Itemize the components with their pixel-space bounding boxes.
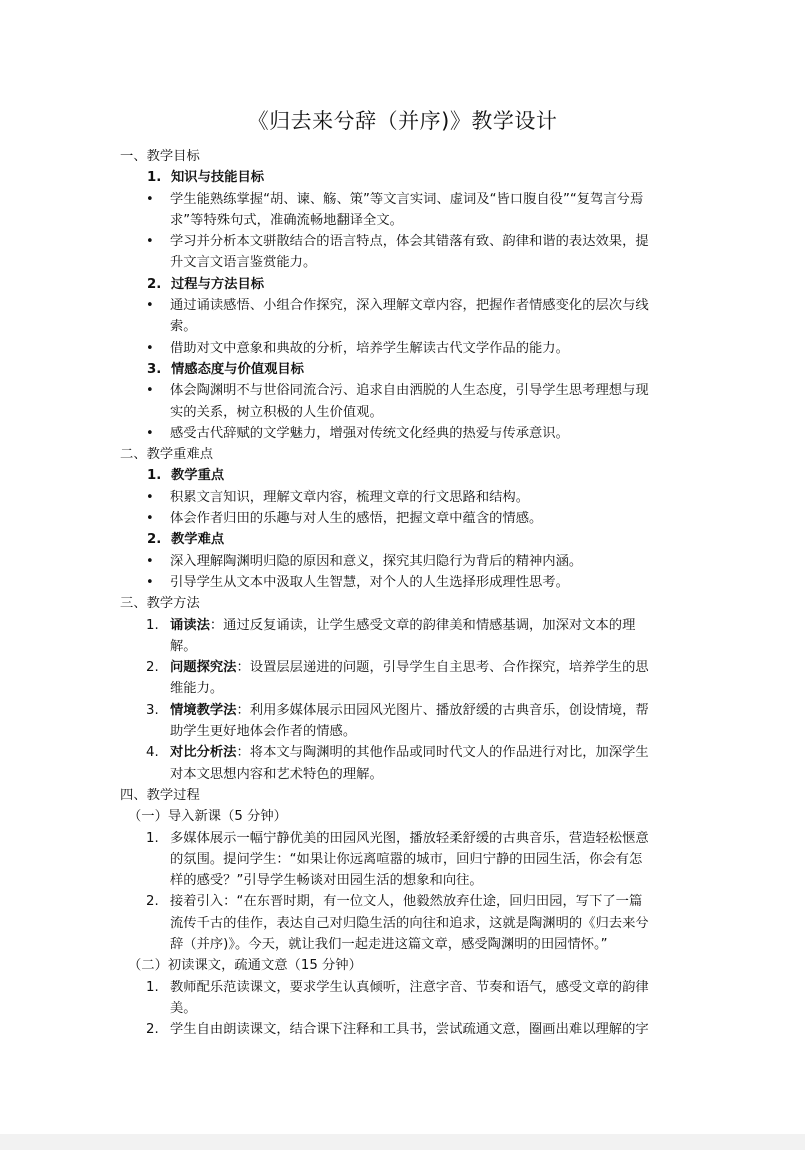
- list-number: 1.: [146, 830, 159, 846]
- bullet-icon: •: [146, 425, 154, 441]
- bullet-continuation: 求”等特殊句式，准确流畅地翻译全文。: [170, 212, 403, 228]
- method-label: 情境教学法: [170, 702, 237, 718]
- bullet-text: 体会作者归田的乐趣与对人生的感悟，把握文章中蕴含的情感。: [170, 511, 543, 527]
- bullet-text: 通过诵读感悟、小组合作探究，深入理解文章内容，把握作者情感变化的层次与线: [170, 298, 649, 314]
- list-number: 1.: [146, 979, 159, 995]
- method-text: ：利用多媒体展示田园风光图片、播放舒缓的古典音乐，创设情境，帮: [236, 702, 649, 718]
- list-number: 2.: [146, 660, 159, 676]
- process-continuation: 流传千古的佳作，表达自己对归隐生活的向往和追求，这就是陶渊明的《归去来兮: [170, 915, 649, 931]
- bullet-icon: •: [146, 511, 154, 527]
- method-item: [112, 615, 692, 636]
- process-continuation: 样的感受？”引导学生畅谈对田园生活的想象和向往。: [170, 873, 483, 889]
- method-continuation: 维能力。: [170, 681, 224, 697]
- bullet-icon: •: [146, 553, 154, 569]
- phase-heading-first-reading: （二）初读课文，疏通文意（15 分钟）: [128, 958, 362, 974]
- bullet-text: 积累文言知识，理解文章内容，梳理文章的行文思路和结构。: [170, 489, 530, 505]
- subheading-difficult: [112, 529, 692, 550]
- method-continuation: 助学生更好地体会作者的情感。: [170, 724, 357, 740]
- viewer-bottom-margin: [0, 1134, 805, 1150]
- bullet-icon: •: [146, 489, 154, 505]
- list-number: 2.: [147, 532, 162, 548]
- process-text: 学生自由朗读课文，结合课下注释和工具书，尝试疏通文意，圈画出难以理解的字: [170, 1022, 649, 1038]
- process-continuation: 的氛围。提问学生：“如果让你远离喧嚣的城市，回归宁静的田园生活，你会有怎: [170, 851, 643, 867]
- subheading-label: 教学难点: [171, 532, 225, 548]
- bullet-item: [112, 295, 692, 316]
- subheading-label: 情感态度与价值观目标: [171, 361, 304, 377]
- bullet-text: 引导学生从文本中汲取人生智慧，对个人的人生选择形成理性思考。: [170, 574, 569, 590]
- bullet-continuation: 索。: [170, 319, 197, 335]
- list-number: 1.: [147, 170, 162, 186]
- list-number: 1.: [146, 617, 159, 633]
- method-label: 问题探究法: [170, 660, 237, 676]
- list-number: 1.: [147, 468, 162, 484]
- bullet-text: 学习并分析本文骈散结合的语言特点，体会其错落有致、韵律和谐的表达效果，提: [170, 234, 649, 250]
- bullet-item: [112, 231, 692, 252]
- list-number: 3.: [146, 702, 159, 718]
- method-label: 诵读法: [170, 617, 210, 633]
- process-text: 教师配乐范读课文，要求学生认真倾听，注意字音、节奏和语气，感受文章的韵律: [170, 979, 649, 995]
- bullet-icon: •: [146, 191, 154, 207]
- section-heading-key-points: 二、教学重难点: [120, 447, 214, 463]
- page-title: 《归去来兮辞（并序)》教学设计: [247, 109, 558, 133]
- subheading-emotion-values: [112, 359, 692, 380]
- method-item: [112, 700, 692, 721]
- subheading-label: 教学重点: [171, 468, 225, 484]
- bullet-continuation: 升文言文语言鉴赏能力。: [170, 255, 317, 271]
- bullet-item: [112, 423, 692, 444]
- bullet-icon: •: [146, 340, 154, 356]
- bullet-text: 学生能熟练掌握“胡、谏、觞、策”等文言实词、虚词及“皆口腹自役”“复驾言兮焉: [170, 191, 644, 207]
- list-number: 3.: [147, 361, 162, 377]
- process-continuation: 美。: [170, 1000, 197, 1016]
- process-item: [112, 828, 692, 849]
- phase-heading-intro: （一）导入新课（5 分钟）: [128, 809, 287, 825]
- bullet-item: [112, 338, 692, 359]
- bullet-text: 深入理解陶渊明归隐的原因和意义，探究其归隐行为背后的精神内涵。: [170, 553, 583, 569]
- bullet-item: [112, 551, 692, 572]
- method-continuation: 解。: [170, 638, 197, 654]
- section-heading-methods: 三、教学方法: [120, 596, 200, 612]
- bullet-text: 体会陶渊明不与世俗同流合污、追求自由洒脱的人生态度，引导学生思考理想与现: [170, 383, 649, 399]
- method-text: ：设置层层递进的问题，引导学生自主思考、合作探究，培养学生的思: [236, 660, 649, 676]
- process-continuation: 辞（并序)》。今天，就让我们一起走进这篇文章，感受陶渊明的田园情怀。”: [170, 936, 608, 952]
- subheading-process-methods: [112, 274, 692, 295]
- section-heading-objectives: 一、教学目标: [120, 149, 200, 164]
- list-number: 2.: [147, 276, 162, 292]
- bullet-continuation: 实的关系，树立积极的人生价值观。: [170, 404, 383, 420]
- method-item: [112, 742, 692, 763]
- bullet-icon: •: [146, 383, 154, 399]
- bullet-icon: •: [146, 298, 154, 314]
- method-label: 对比分析法: [170, 745, 237, 761]
- process-item: [112, 977, 692, 998]
- subheading-label: 过程与方法目标: [171, 276, 265, 292]
- bullet-item: [112, 572, 692, 593]
- subheading-knowledge-skills: [112, 167, 692, 188]
- method-text: ：通过反复诵读，让学生感受文章的韵律美和情感基调，加深对文本的理: [209, 617, 636, 633]
- process-item: [112, 891, 692, 912]
- subheading-key: [112, 465, 692, 486]
- bullet-text: 感受古代辞赋的文学魅力，增强对传统文化经典的热爱与传承意识。: [170, 425, 569, 441]
- process-text: 接着引入：“在东晋时期，有一位文人，他毅然放弃仕途，回归田园，写下了一篇: [170, 894, 643, 910]
- bullet-icon: •: [146, 234, 154, 250]
- document-body: [112, 146, 692, 1040]
- list-number: 4.: [146, 745, 159, 761]
- section-heading-process: 四、教学过程: [120, 787, 200, 803]
- method-text: ：将本文与陶渊明的其他作品或同时代文人的作品进行对比，加深学生: [236, 745, 649, 761]
- process-text: 多媒体展示一幅宁静优美的田园风光图，播放轻柔舒缓的古典音乐，营造轻松惬意: [170, 830, 649, 846]
- bullet-item: [112, 380, 692, 401]
- process-item: [112, 1019, 692, 1040]
- method-continuation: 对本文思想内容和艺术特色的理解。: [170, 766, 383, 782]
- bullet-item: [112, 189, 692, 210]
- bullet-icon: •: [146, 574, 154, 590]
- method-item: [112, 657, 692, 678]
- bullet-text: 借助对文中意象和典故的分析，培养学生解读古代文学作品的能力。: [170, 340, 569, 356]
- bullet-item: [112, 487, 692, 508]
- list-number: 2.: [146, 894, 159, 910]
- bullet-item: [112, 508, 692, 529]
- list-number: 2.: [146, 1022, 159, 1038]
- subheading-label: 知识与技能目标: [171, 170, 265, 186]
